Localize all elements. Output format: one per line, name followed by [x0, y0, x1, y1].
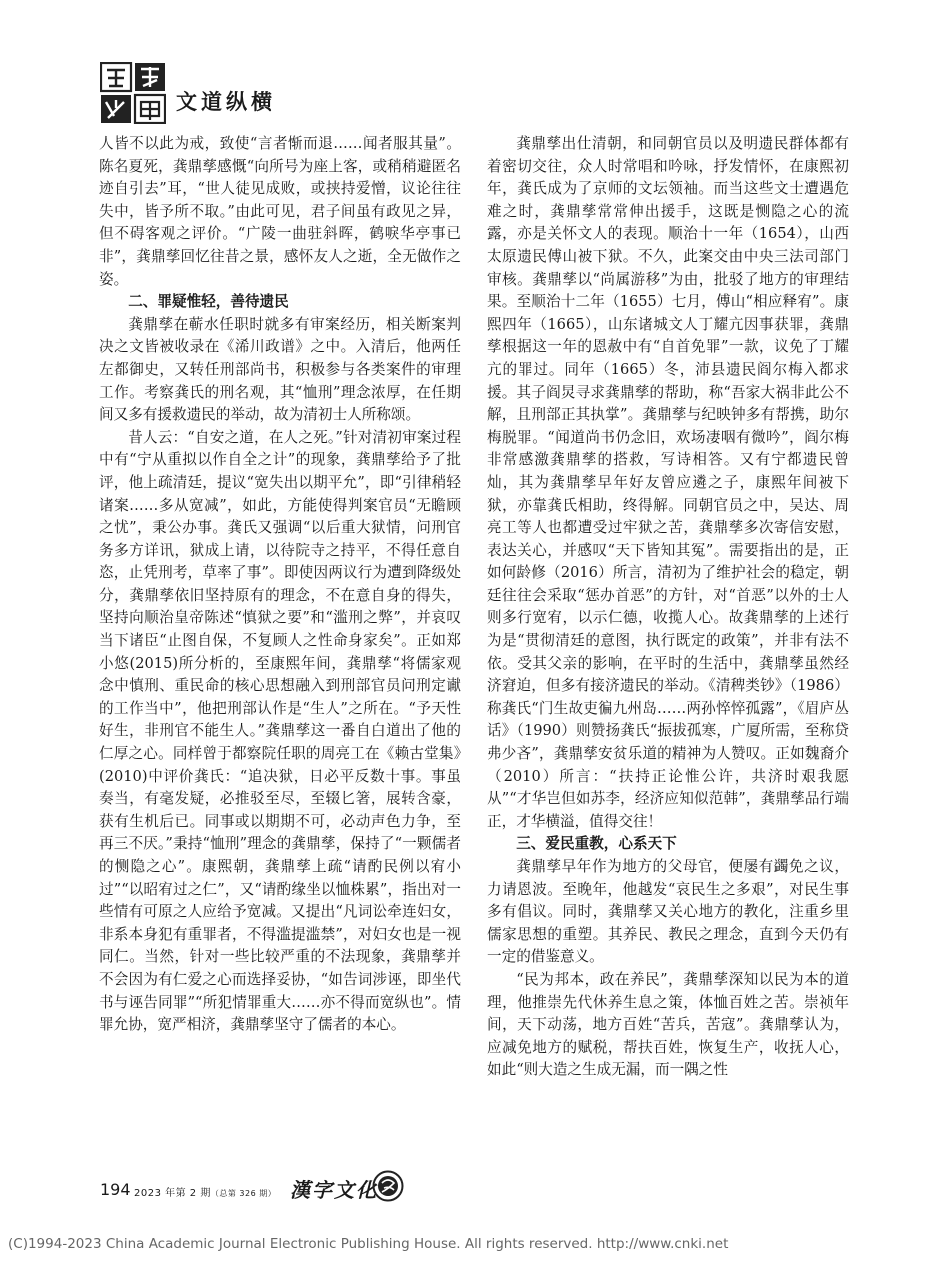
journal-name: 漢字文化 — [290, 1178, 378, 1202]
paragraph: 龚鼎孳在蕲水任职时就多有审案经历，相关断案判决之文皆被收录在《浠川政谱》之中。入清后，他两任左都御史，又转任刑部尚书，积极参与各类案件的审理工作。考察龚氏的刑名观，其“恤刑”理念浓厚，在任期间又多有援救遗民的举动，故为清初士人所称颂。 — [99, 315, 461, 424]
column-title: 文道纵横 — [176, 89, 276, 114]
issue-total: （总第 326 期） — [210, 1189, 277, 1198]
paragraph: 人皆不以此为戒，致使“言者惭而退……闻者服其量”。陈名夏死，龚鼎孳感慨“向所号为座上客，或稍稍避匿名迹自引去”耳，“世人徒见成败，或挟持爱憎，议论往往失中，皆予所不取。”由此可见，君子间虽有政见之异，但不碍客观之评价。“广陵一曲驻斜晖，鹤唳华亭事已非”，龚鼎孳回忆往昔之景，感怀友人之逝，全无做作之姿。 — [99, 135, 461, 288]
paragraph: 龚鼎孳出仕清朝，和同朝官员以及明遗民群体都有着密切交往，众人时常唱和吟咏，抒发情怀，在康熙初年，龚氏成为了京师的文坛领袖。而当这些文士遭遇危难之时，龚鼎孳常常伸出援手，这既是恻隐之心的流露，亦是关怀文人的表现。顺治十一年（1654），山西太原遗民傅山被下狱。不久，此案交由中央三法司部门审核。龚鼎孳以“尚属游移”为由，批驳了地方的审理结果。至顺治十二年（1655）七月，傅山“相应释宥”。康熙四年（1665），山东诸城文人丁耀亢因事获罪，龚鼎孳根据这一年的恩赦中有“自首免罪”一款，议免了丁耀亢的罪过。同年（1665）冬，沛县遗民阎尔梅入都求援。其子阎炅寻求龚鼎孳的帮助，称“吾家大祸非此公不解，且刑部正其执掌”。龚鼎孳与纪映钟多有帮携，助尔梅脱罪。“闻道尚书仍念旧，欢场凄咽有微吟”，阎尔梅非常感激龚鼎孳的搭救，写诗相答。又有宁都遗民曾灿，其为龚鼎孳早年好友曾应遴之子，康熙年间被下狱，亦靠龚氏相助，终得解。同朝官员之中，吴达、周亮工等人也都遭受过牢狱之苦，龚鼎孳多次寄信安慰，表达关心，并感叹“天下皆知其冤”。需要指出的是，正如何龄修（2016）所言，清初为了维护社会的稳定，朝廷往往会采取“惩办首恶”的方针，对“首恶”以外的士人则多行宽宥，以示仁德，收揽人心。故龚鼎孳的上述行为是“贯彻清廷的意图，执行既定的政策”，并非有法不依。受其父亲的影响，在平时的生活中，龚鼎孳虽然经济窘迫，但多有接济遗民的举动。《清稗类钞》（1986）称龚氏“门生故吏徧九州岛……两孙悴悴孤露”，《眉庐丛话》（1990）则赞扬龚氏“振拔孤寒，广厦所需，至称贷弗少吝”，龚鼎孳安贫乐道的精神为人赞叹。正如魏裔介（2010）所言：“扶持正论惟公许，共济时艰我愿从”“才华岂但如苏李，经济应知似范韩”，龚鼎孳品行端正，才华横溢，值得交往！ — [487, 135, 849, 830]
page-header — [100, 60, 860, 130]
journal-emblem-icon — [372, 1170, 404, 1202]
paragraph: 龚鼎孳早年作为地方的父母官，便屡有蠲免之议，力请恩波。至晚年，他越发“哀民生之多艰”，对民生事多有倡议。同时，龚鼎孳又关心地方的教化，注重乡里儒家思想的重塑。其养民、教民之理念，直到今天仍有一定的借鉴意义。 — [487, 858, 849, 966]
section-heading: 二、罪疑惟轻，善待遗民 — [128, 293, 289, 311]
left-column — [99, 133, 461, 1037]
issue-info — [134, 1184, 276, 1199]
page-number: 194 — [100, 1180, 131, 1199]
paragraph: 昔人云：“自安之道，在人之死。”针对清初审案过程中有“宁从重拟以作自全之计”的现象，龚鼎孳给予了批评，他上疏清廷，提议“宽失出以期平允”，即“引律稍轻诸案……多从宽减”，如此，方能使得判案官员“无瞻顾之忧”，秉公办事。龚氏又强调“以后重大狱情，问刑官务多方详讯，狱成上请，以待院寺之持平，不得任意自恣，止凭刑考，草率了事”。即使因两议行为遭到降级处分，龚鼎孳依旧坚持原有的理念，不在意自身的得失，坚持向顺治皇帝陈述“慎狱之要”和“滥刑之弊”，并哀叹当下诸臣“止图自保，不复顾人之性命身家矣”。正如郑小悠(2015)所分析的，至康熙年间，龚鼎孳“将儒家观念中慎刑、重民命的核心思想融入到刑部官员问刑定谳的工作当中”，他把刑部认作是“生人”之所在。“予天性好生，非刑官不能生人。”龚鼎孳这一番自白道出了他的仁厚之心。同样曾于都察院任职的周亮工在《赖古堂集》(2010)中评价龚氏：“追决狱，日必平反数十事。事虽奏当，有毫发疑，必推驳至尽，至辍匕箸，展转含豪，获有生机后已。同事或以期期不可，必动声色力争，至再三不厌。”秉持“恤刑”理念的龚鼎孳，保持了“一颗儒者的恻隐之心”。康熙朝，龚鼎孳上疏“请酌民例以宥小过”“以昭宥过之仁”，又“请酌缘坐以恤株累”，指出对一些情有可原之人应给予宽减。又提出“凡词讼牵连妇女，非系本身犯有重罪者，不得滥提滥禁”，对妇女也是一视同仁。当然，针对一些比较严重的不法现象，龚鼎孳并不会因为有仁爱之心而选择妥协，“如告词涉诬，即坐代书与诬告同罪”“所犯情罪重大……亦不得而宽纵也”。情罪允协，宽严相济，龚鼎孳坚守了儒者的本心。 — [99, 428, 461, 1034]
issue-number: 2023 年第 2 期 — [134, 1188, 211, 1199]
column-logo-icon — [100, 62, 166, 124]
copyright-notice: (C)1994-2023 China Academic Journal Electronic Publishing House. All rights reserved. http://www.cnki.net — [8, 1236, 729, 1252]
right-column — [487, 133, 849, 1082]
section-heading: 三、爱民重教，心系天下 — [516, 835, 677, 853]
paragraph: “民为邦本，政在养民”，龚鼎孳深知以民为本的道理，他推崇先代休养生息之策，体恤百姓之苦。崇祯年间，天下动荡，地方百姓“苦兵，苦寇”。龚鼎孳认为，应减免地方的赋税，帮扶百姓，恢复生产，收抚人心，如此“则大造之生成无漏，而一隅之性 — [487, 970, 849, 1079]
page-footer — [100, 1170, 860, 1210]
